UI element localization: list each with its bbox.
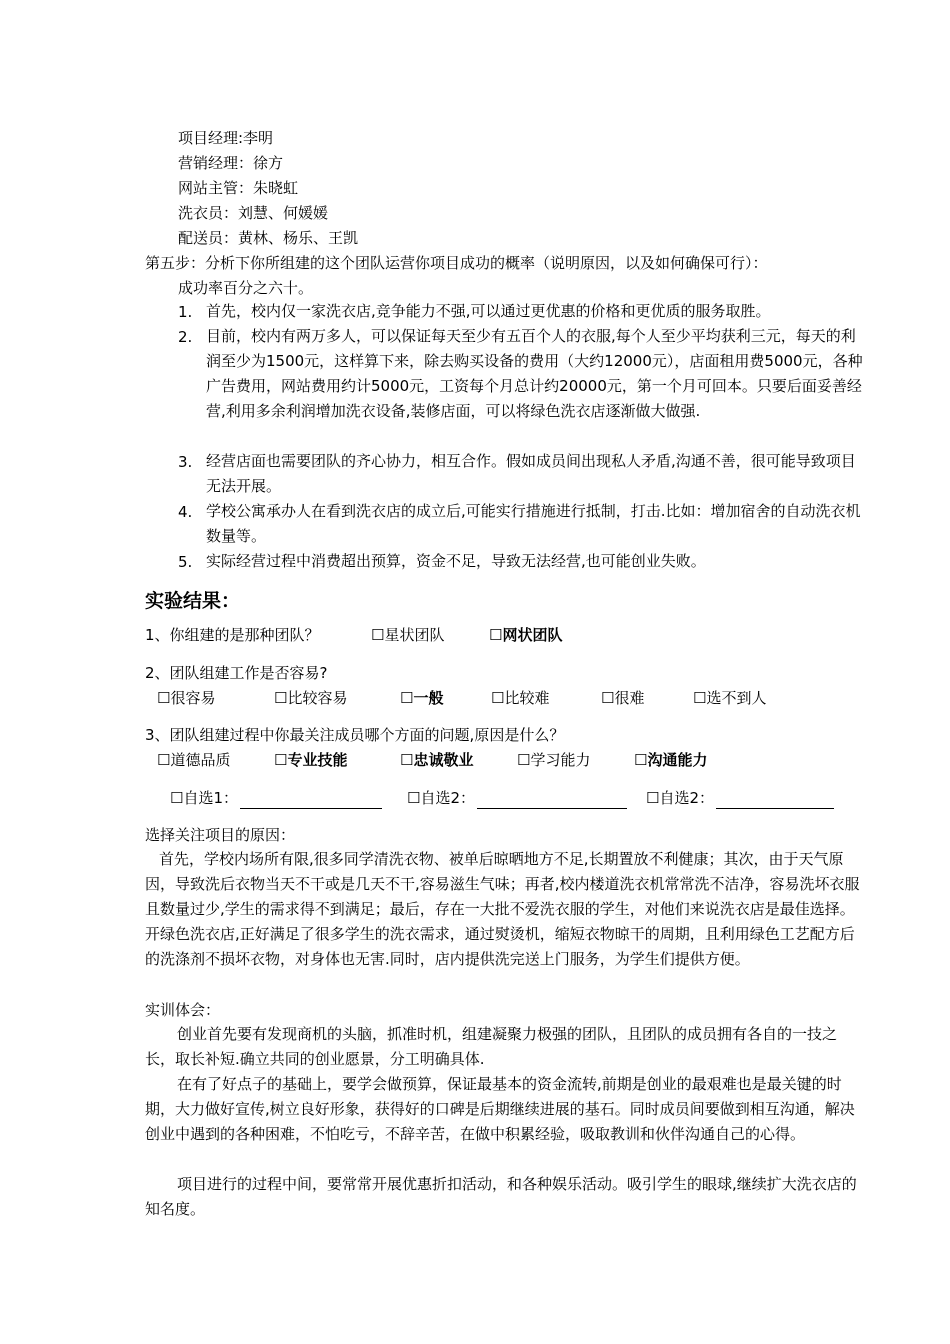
option-label: 一般	[413, 689, 444, 707]
reflection-text: 创业首先要有发现商机的头脑，抓准时机，组建凝聚力极强的团队，且团队的成员拥有各自的一技之长，取长补短.确立共同的创业愿景，分工明确具体.	[145, 1025, 838, 1068]
option-label: 忠诚敬业	[413, 751, 474, 769]
roster-line: 洗衣员：刘慧、何媛媛	[178, 204, 329, 222]
reflection-text: 项目进行的过程中间，要常常开展优惠折扣活动，和各种娱乐活动。吸引学生的眼球,继续扩大洗衣店的知名度。	[145, 1175, 857, 1218]
checkbox-icon: ☐	[489, 626, 503, 644]
option-checkbox-selected[interactable]	[489, 624, 562, 646]
option-label: 很容易	[170, 689, 216, 707]
option-checkbox[interactable]	[491, 687, 549, 709]
checkbox-icon: ☐	[400, 689, 414, 707]
option-label: 沟通能力	[647, 751, 708, 769]
list-item-text: 首先，校内仅一家洗衣店,竞争能力不强,可以通过更优惠的价格和更优质的服务取胜。	[206, 302, 771, 320]
option-label: 很难	[614, 689, 645, 707]
list-item-text: 学校公寓承办人在看到洗衣店的成立后,可能实行措施进行抵制，打击.比如：增加宿舍的自动洗衣机数量等。	[206, 502, 861, 545]
custom-choice-3[interactable]	[646, 787, 834, 809]
checkbox-icon: ☐	[601, 689, 615, 707]
option-label: 网状团队	[502, 626, 563, 644]
custom-choice-blank[interactable]	[240, 792, 382, 809]
list-item-number: 3.	[178, 453, 193, 471]
reflection-paragraph	[145, 1022, 865, 1072]
option-checkbox[interactable]	[601, 687, 644, 709]
list-item-number: 4.	[178, 503, 193, 521]
checkbox-icon: ☐	[371, 626, 385, 644]
custom-choice-label: 自选2：	[420, 789, 475, 807]
option-checkbox-selected[interactable]	[400, 687, 443, 709]
list-item-number: 1.	[178, 303, 193, 321]
reflection-title: 实训体会：	[145, 1001, 221, 1019]
option-checkbox[interactable]	[274, 687, 347, 709]
checkbox-icon: ☐	[693, 689, 707, 707]
checkbox-icon: ☐	[634, 751, 648, 769]
custom-choice-label: 自选2：	[659, 789, 714, 807]
list-item-text: 经营店面也需要团队的齐心协力，相互合作。假如成员间出现私人矛盾,沟通不善，很可能导致项目无法开展。	[206, 452, 856, 495]
list-item-number: 2.	[178, 328, 193, 346]
success-rate: 成功率百分之六十。	[178, 279, 314, 297]
option-label: 星状团队	[384, 626, 445, 644]
custom-choice-1[interactable]	[170, 787, 382, 809]
checkbox-icon: ☐	[170, 789, 184, 807]
custom-choice-label: 自选1：	[183, 789, 238, 807]
option-checkbox[interactable]	[157, 749, 230, 771]
list-item-text: 目前，校内有两万多人，可以保证每天至少有五百个人的衣服,每个人至少平均获利三元，每天的利润至少为1500元，这样算下来，除去购买设备的费用（大约12000元），店面租用费5000元，各种广告费用，网站费用约计5000元，工资每个月总计约20000元，第一个月可回本。只要后面妥善经营,利用多余利润增加洗衣设备,装修店面，可以将绿色洗衣店逐渐做大做强.	[206, 327, 863, 420]
list-item	[206, 324, 870, 424]
checkbox-icon: ☐	[274, 751, 288, 769]
step5-title: 第五步：分析下你所组建的这个团队运营你项目成功的概率（说明原因，以及如何确保可行）：	[145, 254, 768, 272]
option-label: 学习能力	[530, 751, 591, 769]
checkbox-icon: ☐	[491, 689, 505, 707]
custom-choice-2[interactable]	[407, 787, 627, 809]
reasons-text: 首先，学校内场所有限,很多同学清洗衣物、被单后晾晒地方不足,长期置放不利健康；其次，由于天气原因，导致洗后衣物当天不干或是几天不干,容易滋生气味；再者,校内楼道洗衣机常常洗不洁净，容易洗坏衣服且数量过少,学生的需求得不到满足；最后，存在一大批不爱洗衣服的学生，对他们来说洗衣店是最佳选择。开绿色洗衣店,正好满足了很多学生的洗衣需求，通过熨烫机，缩短衣物晾干的周期，且利用绿色工艺配方后的洗涤剂不损坏衣物，对身体也无害.同时，店内提供洗完送上门服务，为学生们提供方便。	[145, 850, 860, 968]
roster-line: 营销经理：徐方	[178, 154, 284, 172]
option-label: 专业技能	[287, 751, 348, 769]
results-heading: 实验结果：	[145, 590, 241, 612]
roster-line: 网站主管：朱晓虹	[178, 179, 299, 197]
option-label: 比较难	[504, 689, 550, 707]
roster-line: 项目经理:李明	[178, 129, 274, 147]
option-label: 选不到人	[706, 689, 767, 707]
list-item	[206, 549, 870, 574]
reflection-text: 在有了好点子的基础上，要学会做预算，保证最基本的资金流转,前期是创业的最艰难也是最关键的时期，大力做好宣传,树立良好形象，获得好的口碑是后期继续进展的基石。同时成员间要做到相互沟通，解决创业中遇到的各种困难，不怕吃亏，不辞辛苦，在做中积累经验，吸取教训和伙伴沟通自己的心得。	[145, 1075, 855, 1143]
option-label: 比较容易	[287, 689, 348, 707]
checkbox-icon: ☐	[157, 689, 171, 707]
custom-choice-blank[interactable]	[477, 792, 627, 809]
option-checkbox-selected[interactable]	[634, 749, 707, 771]
checkbox-icon: ☐	[400, 751, 414, 769]
reflection-paragraph	[145, 1172, 865, 1222]
option-checkbox[interactable]	[157, 687, 215, 709]
list-item-number: 5.	[178, 553, 193, 571]
list-item	[206, 449, 870, 499]
option-checkbox[interactable]	[371, 624, 444, 646]
checkbox-icon: ☐	[646, 789, 660, 807]
option-checkbox[interactable]	[693, 687, 766, 709]
question-2: 2、团队组建工作是否容易?	[145, 664, 328, 682]
option-checkbox-selected[interactable]	[400, 749, 473, 771]
option-label: 道德品质	[170, 751, 231, 769]
reflection-paragraph	[145, 1072, 865, 1147]
checkbox-icon: ☐	[157, 751, 171, 769]
roster-line: 配送员：黄林、杨乐、王凯	[178, 229, 359, 247]
list-item	[206, 299, 870, 324]
list-item	[206, 499, 870, 549]
reasons-title: 选择关注项目的原因：	[145, 826, 296, 844]
checkbox-icon: ☐	[407, 789, 421, 807]
checkbox-icon: ☐	[517, 751, 531, 769]
list-item-text: 实际经营过程中消费超出预算，资金不足，导致无法经营,也可能创业失败。	[206, 552, 706, 570]
question-1: 1、你组建的是那种团队？	[145, 626, 320, 644]
option-checkbox[interactable]	[517, 749, 590, 771]
custom-choice-blank[interactable]	[716, 792, 834, 809]
question-3: 3、团队组建过程中你最关注成员哪个方面的问题,原因是什么？	[145, 726, 565, 744]
option-checkbox-selected[interactable]	[274, 749, 347, 771]
reasons-paragraph	[145, 847, 865, 972]
checkbox-icon: ☐	[274, 689, 288, 707]
